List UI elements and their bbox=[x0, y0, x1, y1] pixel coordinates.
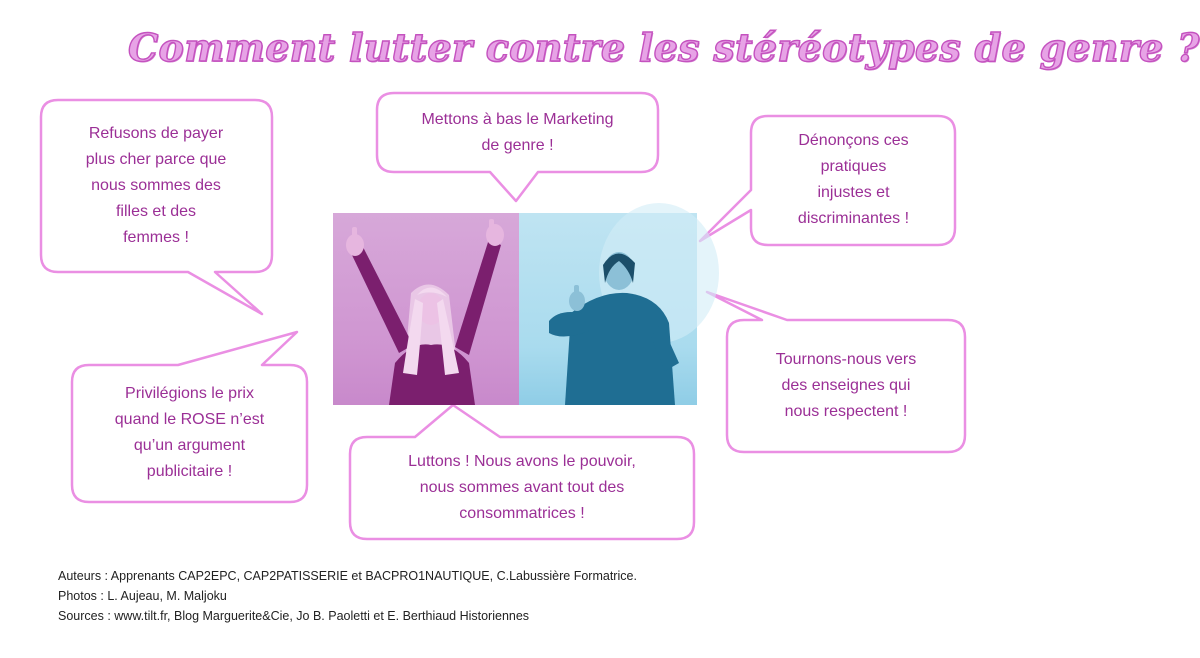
bubble-line: discriminantes ! bbox=[797, 210, 910, 227]
bubble-line: consommatrices ! bbox=[459, 505, 585, 522]
bubble-bottom-center bbox=[354, 441, 690, 535]
bubble-line: des enseignes qui bbox=[781, 377, 911, 394]
bubble-line: qu’un argument bbox=[133, 437, 246, 454]
bubble-line: Dénonçons ces bbox=[798, 132, 909, 149]
bubble-line: publicitaire ! bbox=[146, 463, 233, 480]
bubble-top-right bbox=[756, 120, 951, 240]
bubble-line: pratiques bbox=[820, 158, 887, 175]
bubble-line: nous respectent ! bbox=[784, 403, 908, 420]
bubble-line: nous sommes des bbox=[91, 176, 221, 194]
page-title: Comment lutter contre les stéréotypes de genre ? bbox=[128, 25, 1200, 70]
credits-authors: Auteurs : Apprenants CAP2EPC, CAP2PATISSERIE et BACPRO1NAUTIQUE, C.Labussière Formatrice. bbox=[58, 569, 637, 583]
photo-boy-blue bbox=[519, 213, 697, 405]
bubble-line: femmes ! bbox=[123, 228, 189, 246]
bubble-line: Luttons ! Nous avons le pouvoir, bbox=[408, 453, 636, 470]
photo-girl-pink bbox=[333, 213, 519, 405]
bubble-line: de genre ! bbox=[481, 136, 554, 154]
bubble-line: Mettons à bas le Marketing bbox=[421, 110, 614, 128]
bubble-line: nous sommes avant tout des bbox=[419, 479, 625, 496]
credits-sources: Sources : www.tilt.fr, Blog Marguerite&Cie, Jo B. Paoletti et E. Berthiaud Historiennes bbox=[58, 609, 530, 623]
bubble-mid-left bbox=[76, 369, 303, 497]
credits bbox=[58, 566, 818, 626]
bubble-line: plus cher parce que bbox=[85, 150, 227, 168]
bubble-mid-right bbox=[731, 324, 961, 448]
bubble-top-left bbox=[52, 108, 260, 263]
bubble-line: filles et des bbox=[115, 202, 197, 220]
bubble-line: Tournons-nous vers bbox=[775, 351, 917, 368]
bubble-line: Refusons de payer bbox=[88, 124, 224, 142]
bubble-line: injustes et bbox=[817, 184, 890, 201]
bubble-line: quand le ROSE n’est bbox=[114, 411, 265, 428]
bubble-line: Privilégions le prix bbox=[125, 385, 254, 402]
bubble-top-center bbox=[380, 97, 655, 168]
credits-photos: Photos : L. Aujeau, M. Maljoku bbox=[58, 589, 227, 603]
